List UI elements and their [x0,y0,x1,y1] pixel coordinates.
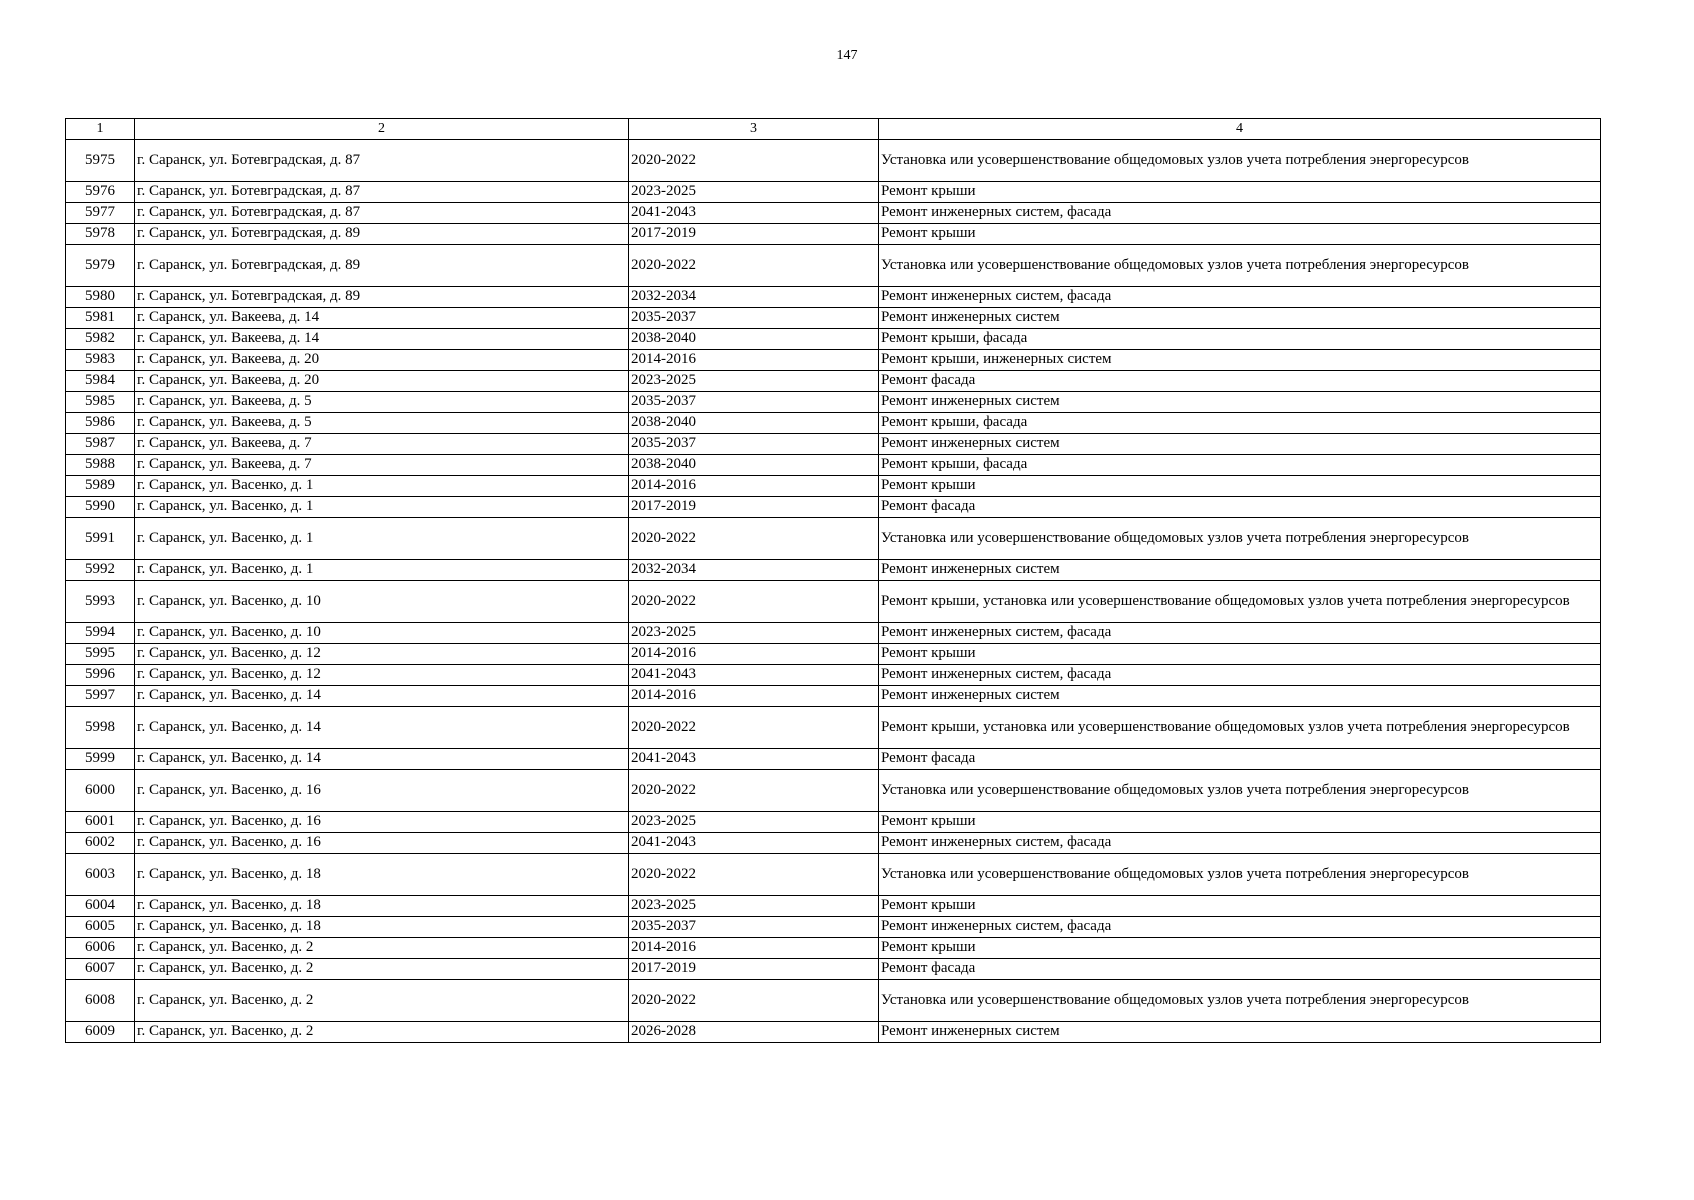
row-number: 5999 [66,749,135,770]
row-number: 5998 [66,707,135,749]
row-work-type: Ремонт крыши [879,896,1601,917]
row-number: 6000 [66,770,135,812]
row-period: 2035-2037 [629,308,879,329]
row-address: г. Саранск, ул. Вакеева, д. 14 [135,308,629,329]
repair-schedule-table [65,118,1601,1043]
table-row [66,203,1601,224]
row-address: г. Саранск, ул. Ботевградская, д. 87 [135,182,629,203]
row-period: 2038-2040 [629,413,879,434]
row-work-type: Установка или усовершенствование общедомовых узлов учета потребления энергоресурсов [879,140,1601,182]
row-number: 6009 [66,1022,135,1043]
row-period: 2023-2025 [629,371,879,392]
row-address: г. Саранск, ул. Вакеева, д. 20 [135,350,629,371]
row-number: 5986 [66,413,135,434]
row-work-type: Ремонт инженерных систем [879,434,1601,455]
table-row [66,959,1601,980]
table-row [66,707,1601,749]
row-period: 2041-2043 [629,749,879,770]
row-work-type: Ремонт крыши [879,182,1601,203]
row-address: г. Саранск, ул. Васенко, д. 1 [135,497,629,518]
table-row [66,686,1601,707]
row-address: г. Саранск, ул. Вакеева, д. 7 [135,455,629,476]
row-number: 5978 [66,224,135,245]
row-work-type: Ремонт крыши [879,812,1601,833]
row-period: 2017-2019 [629,959,879,980]
column-header-2: 2 [135,119,629,140]
table-row [66,938,1601,959]
column-header-1: 1 [66,119,135,140]
row-work-type: Ремонт фасада [879,749,1601,770]
column-header-3: 3 [629,119,879,140]
row-period: 2020-2022 [629,245,879,287]
row-number: 6003 [66,854,135,896]
row-period: 2035-2037 [629,392,879,413]
table-row [66,917,1601,938]
row-address: г. Саранск, ул. Васенко, д. 12 [135,665,629,686]
row-number: 5995 [66,644,135,665]
row-number: 5992 [66,560,135,581]
row-period: 2020-2022 [629,518,879,560]
table-row [66,560,1601,581]
row-work-type: Ремонт крыши [879,938,1601,959]
row-number: 5977 [66,203,135,224]
row-period: 2032-2034 [629,287,879,308]
row-number: 5987 [66,434,135,455]
row-address: г. Саранск, ул. Васенко, д. 18 [135,854,629,896]
row-address: г. Саранск, ул. Васенко, д. 14 [135,749,629,770]
row-work-type: Установка или усовершенствование общедомовых узлов учета потребления энергоресурсов [879,245,1601,287]
row-period: 2023-2025 [629,896,879,917]
row-period: 2035-2037 [629,917,879,938]
row-address: г. Саранск, ул. Ботевградская, д. 89 [135,245,629,287]
row-work-type: Ремонт инженерных систем, фасада [879,623,1601,644]
row-period: 2038-2040 [629,329,879,350]
row-address: г. Саранск, ул. Васенко, д. 2 [135,959,629,980]
row-period: 2041-2043 [629,665,879,686]
row-number: 5990 [66,497,135,518]
row-work-type: Ремонт фасада [879,497,1601,518]
row-address: г. Саранск, ул. Ботевградская, д. 87 [135,203,629,224]
row-address: г. Саранск, ул. Вакеева, д. 5 [135,392,629,413]
row-work-type: Ремонт инженерных систем [879,1022,1601,1043]
row-period: 2023-2025 [629,623,879,644]
table-row [66,245,1601,287]
row-address: г. Саранск, ул. Ботевградская, д. 87 [135,140,629,182]
row-number: 5983 [66,350,135,371]
row-period: 2017-2019 [629,224,879,245]
row-period: 2014-2016 [629,476,879,497]
row-work-type: Ремонт инженерных систем, фасада [879,833,1601,854]
row-period: 2014-2016 [629,686,879,707]
table-row [66,665,1601,686]
table-row [66,896,1601,917]
row-number: 5979 [66,245,135,287]
table-row [66,476,1601,497]
table-row [66,833,1601,854]
table-row [66,1022,1601,1043]
row-period: 2020-2022 [629,980,879,1022]
row-work-type: Ремонт фасада [879,959,1601,980]
column-header-4: 4 [879,119,1601,140]
row-address: г. Саранск, ул. Васенко, д. 18 [135,917,629,938]
row-number: 5981 [66,308,135,329]
row-work-type: Ремонт инженерных систем [879,392,1601,413]
row-number: 5985 [66,392,135,413]
row-work-type: Ремонт крыши, инженерных систем [879,350,1601,371]
row-work-type: Ремонт крыши, фасада [879,455,1601,476]
row-period: 2014-2016 [629,350,879,371]
row-work-type: Ремонт крыши, установка или усовершенствование общедомовых узлов учета потребления энергоресурсов [879,581,1601,623]
row-work-type: Ремонт крыши, фасада [879,329,1601,350]
table-row [66,749,1601,770]
row-number: 6004 [66,896,135,917]
row-work-type: Ремонт крыши [879,644,1601,665]
row-number: 5997 [66,686,135,707]
row-number: 6002 [66,833,135,854]
row-address: г. Саранск, ул. Ботевградская, д. 89 [135,287,629,308]
table-row [66,350,1601,371]
row-work-type: Ремонт инженерных систем [879,560,1601,581]
row-number: 5996 [66,665,135,686]
row-address: г. Саранск, ул. Васенко, д. 10 [135,581,629,623]
table-row [66,287,1601,308]
row-number: 5988 [66,455,135,476]
row-work-type: Ремонт инженерных систем [879,686,1601,707]
row-work-type: Ремонт крыши, фасада [879,413,1601,434]
table-row [66,329,1601,350]
row-address: г. Саранск, ул. Васенко, д. 14 [135,686,629,707]
row-address: г. Саранск, ул. Вакеева, д. 20 [135,371,629,392]
row-address: г. Саранск, ул. Васенко, д. 12 [135,644,629,665]
page-number: 147 [836,48,858,63]
row-work-type: Ремонт крыши, установка или усовершенствование общедомовых узлов учета потребления энергоресурсов [879,707,1601,749]
row-period: 2041-2043 [629,833,879,854]
row-address: г. Саранск, ул. Васенко, д. 1 [135,476,629,497]
row-work-type: Установка или усовершенствование общедомовых узлов учета потребления энергоресурсов [879,770,1601,812]
table-row [66,581,1601,623]
row-period: 2020-2022 [629,140,879,182]
row-work-type: Ремонт фасада [879,371,1601,392]
table-row [66,182,1601,203]
table-header-row [66,119,1601,140]
row-work-type: Ремонт инженерных систем, фасада [879,665,1601,686]
row-address: г. Саранск, ул. Васенко, д. 1 [135,518,629,560]
row-work-type: Ремонт инженерных систем, фасада [879,917,1601,938]
table-row [66,224,1601,245]
row-period: 2041-2043 [629,203,879,224]
row-period: 2035-2037 [629,434,879,455]
row-work-type: Ремонт крыши [879,224,1601,245]
row-work-type: Ремонт инженерных систем, фасада [879,203,1601,224]
row-address: г. Саранск, ул. Васенко, д. 18 [135,896,629,917]
row-period: 2014-2016 [629,644,879,665]
row-period: 2014-2016 [629,938,879,959]
table-row [66,980,1601,1022]
table-row [66,140,1601,182]
row-work-type: Ремонт инженерных систем [879,308,1601,329]
table-row [66,623,1601,644]
table-row [66,413,1601,434]
row-work-type: Установка или усовершенствование общедомовых узлов учета потребления энергоресурсов [879,518,1601,560]
row-period: 2017-2019 [629,497,879,518]
row-address: г. Саранск, ул. Васенко, д. 1 [135,560,629,581]
row-number: 5994 [66,623,135,644]
row-period: 2020-2022 [629,854,879,896]
table-row [66,371,1601,392]
row-work-type: Установка или усовершенствование общедомовых узлов учета потребления энергоресурсов [879,980,1601,1022]
table-body [66,140,1601,1043]
row-period: 2032-2034 [629,560,879,581]
row-number: 5975 [66,140,135,182]
row-address: г. Саранск, ул. Васенко, д. 16 [135,833,629,854]
row-work-type: Ремонт крыши [879,476,1601,497]
row-address: г. Саранск, ул. Васенко, д. 16 [135,812,629,833]
row-address: г. Саранск, ул. Васенко, д. 2 [135,980,629,1022]
table-row [66,392,1601,413]
row-address: г. Саранск, ул. Васенко, д. 2 [135,938,629,959]
table-row [66,644,1601,665]
row-period: 2026-2028 [629,1022,879,1043]
row-period: 2023-2025 [629,182,879,203]
row-work-type: Ремонт инженерных систем, фасада [879,287,1601,308]
row-address: г. Саранск, ул. Васенко, д. 2 [135,1022,629,1043]
row-period: 2020-2022 [629,581,879,623]
row-number: 6008 [66,980,135,1022]
row-address: г. Саранск, ул. Ботевградская, д. 89 [135,224,629,245]
table-row [66,434,1601,455]
row-period: 2038-2040 [629,455,879,476]
table-row [66,812,1601,833]
row-number: 6001 [66,812,135,833]
row-period: 2020-2022 [629,707,879,749]
row-number: 5991 [66,518,135,560]
row-address: г. Саранск, ул. Вакеева, д. 5 [135,413,629,434]
row-number: 5976 [66,182,135,203]
row-period: 2020-2022 [629,770,879,812]
row-number: 5982 [66,329,135,350]
row-number: 5980 [66,287,135,308]
row-address: г. Саранск, ул. Васенко, д. 10 [135,623,629,644]
row-address: г. Саранск, ул. Вакеева, д. 14 [135,329,629,350]
row-number: 6007 [66,959,135,980]
row-address: г. Саранск, ул. Васенко, д. 14 [135,707,629,749]
row-address: г. Саранск, ул. Васенко, д. 16 [135,770,629,812]
row-work-type: Установка или усовершенствование общедомовых узлов учета потребления энергоресурсов [879,854,1601,896]
table-row [66,308,1601,329]
row-address: г. Саранск, ул. Вакеева, д. 7 [135,434,629,455]
table-row [66,518,1601,560]
row-number: 5984 [66,371,135,392]
table-row [66,770,1601,812]
row-number: 6006 [66,938,135,959]
table-row [66,497,1601,518]
row-number: 5993 [66,581,135,623]
row-number: 5989 [66,476,135,497]
table-row [66,854,1601,896]
table-row [66,455,1601,476]
row-period: 2023-2025 [629,812,879,833]
row-number: 6005 [66,917,135,938]
